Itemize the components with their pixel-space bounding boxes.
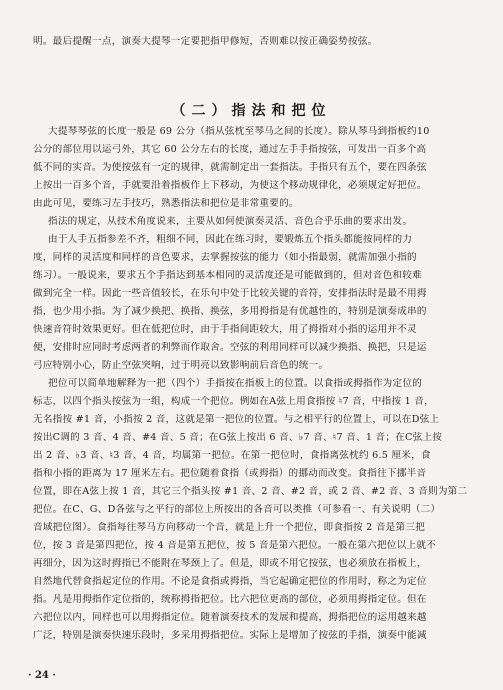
body-line: 低不同的实音。为使按弦有一定的规律，就需制定出一套指法。手指只有五个，要在四条弦	[33, 162, 427, 173]
body-line: 广泛，特别是演奏快速乐段时，多采用拇指把位。实际上是增加了按弦的手指，演奏中能减	[33, 630, 427, 641]
body-line: 指和小指的距离为 17 厘米左右。把位随着食指（或拇指）的挪动而改变。食指往下挪半音	[33, 468, 427, 479]
body-line: 无名指按 #1 音，小指按 2 音，这就是第一把位的位置。与之相平行的位置上，可以在D弦上	[33, 414, 440, 425]
body-line: 音域把位图）。食指每往琴马方向移动一个音，就是上升一个把位，即食指按 2 音是第三把	[33, 522, 426, 533]
body-line: 标志，以四个指头按弦为一组，构成一个把位。例如在A弦上用食指按 ♮7 音，中指按 1 音，	[33, 396, 434, 407]
body-line: 位置，即在A弦上按 1 音，其它三个指头按 #1 音、2 音、#2 音，或 2 音、#2 音、3 音则为第二	[33, 486, 468, 497]
body-line: 按出C调的 3 音、4 音、#4 音、5 音；在G弦上按出 6 音、♭7 音、♮7 音、1 音；在C弦上按	[33, 432, 443, 443]
body-line: 六把位以内，同样也可以用拇指定位。随着演奏技术的发展和提高，拇指把位的运用越来越	[33, 612, 427, 623]
body-line: 大提琴琴弦的长度一般是 69 公分（指从弦枕至琴马之间的长度）。除从琴马到指板约10	[48, 126, 430, 137]
body-line: 把位可以简单地解释为一把（四个）手指按在指板上的位置。以食指或拇指作为定位的	[48, 378, 423, 389]
body-line: 上按出一百多个音，手就要沿着指板作上下移动，为使这个移动规律化，必须规定好把位。	[33, 180, 427, 191]
body-line: 便，安排时应同时考虑两者的利弊而作取舍。空弦的利用同样可以减少换指、换把，只是运	[33, 342, 427, 353]
top-line: 明。最后提醒一点，演奏大提琴一定要把指甲修短，否则难以按正确姿势按弦。	[33, 36, 378, 47]
body-line: 弓应特别小心，防止空弦突响，过于明亮以致影响前后音色的统一。	[33, 360, 329, 371]
body-line: 指，也少用小指。为了减少换把、换指、换弦，多用拇指是有优越性的，特别是演奏成串的	[33, 306, 427, 317]
body-line: 由于人手五指参差不齐，粗细不同，因此在练习时，要锻炼五个指头都能按同样的力	[48, 234, 413, 245]
page-number: · 24 ·	[28, 670, 56, 681]
body-line: 再细分，因为这时拇指已不能附在琴颈上了。但是，即或不用它按弦，也必须放在指板上，	[33, 558, 427, 569]
body-line: 出 2 音、♭3 音、♮3 音、4 音，均属第一把位。在第一把位时，食指离弦枕约 6.5 厘米，食	[33, 450, 431, 461]
body-line: 位，按 3 音是第四把位，按 4 音是第五把位，按 5 音是第六把位。一般在第六把位以上就不	[33, 540, 437, 551]
body-line: 快速音符时效果更好。但在低把位时，由于手指间距较大，用了拇指对小指的运用并不灵	[33, 324, 417, 335]
body-line: 自然地代替食指起定位的作用。不论是食指或拇指，当它起确定把位的作用时，称之为定位	[33, 576, 427, 587]
body-line: 度，同样的灵活度和同样的音色要求，去掌握按弦的能力（如小指最弱，就需加强小指的	[33, 252, 417, 263]
body-line: 由此可见，要练习左手技巧，熟悉指法和把位是非常重要的。	[33, 198, 299, 209]
section-title: （二）指法和把位	[171, 103, 332, 119]
body-line: 把位。在C、G、D各弦与之平行的部位上所按出的各音可以类推（可参看一、有关说明（二）	[33, 504, 441, 515]
body-line: 指。凡是用拇指作定位指的，统称拇指把位。比六把位更高的部位，必须用拇指定位。但在	[33, 594, 427, 605]
body-line: 指法的规定，从技术角度说来，主要从如何使演奏灵活、音色合乎乐曲的要求出发。	[48, 216, 413, 227]
body-line: 练习）。一般说来，要求五个手指达到基本相同的灵活度还是可能做到的，但对音色和较难	[33, 270, 422, 281]
body-line: 做到完全一样。因此一些音值较长，在乐句中处于比较关键的音符，安排指法时是最不用拇	[33, 288, 427, 299]
body-line: 公分的部位用以运弓外，其它 60 公分左右的长度，通过左手手指按弦，可发出一百多个高	[33, 144, 427, 155]
